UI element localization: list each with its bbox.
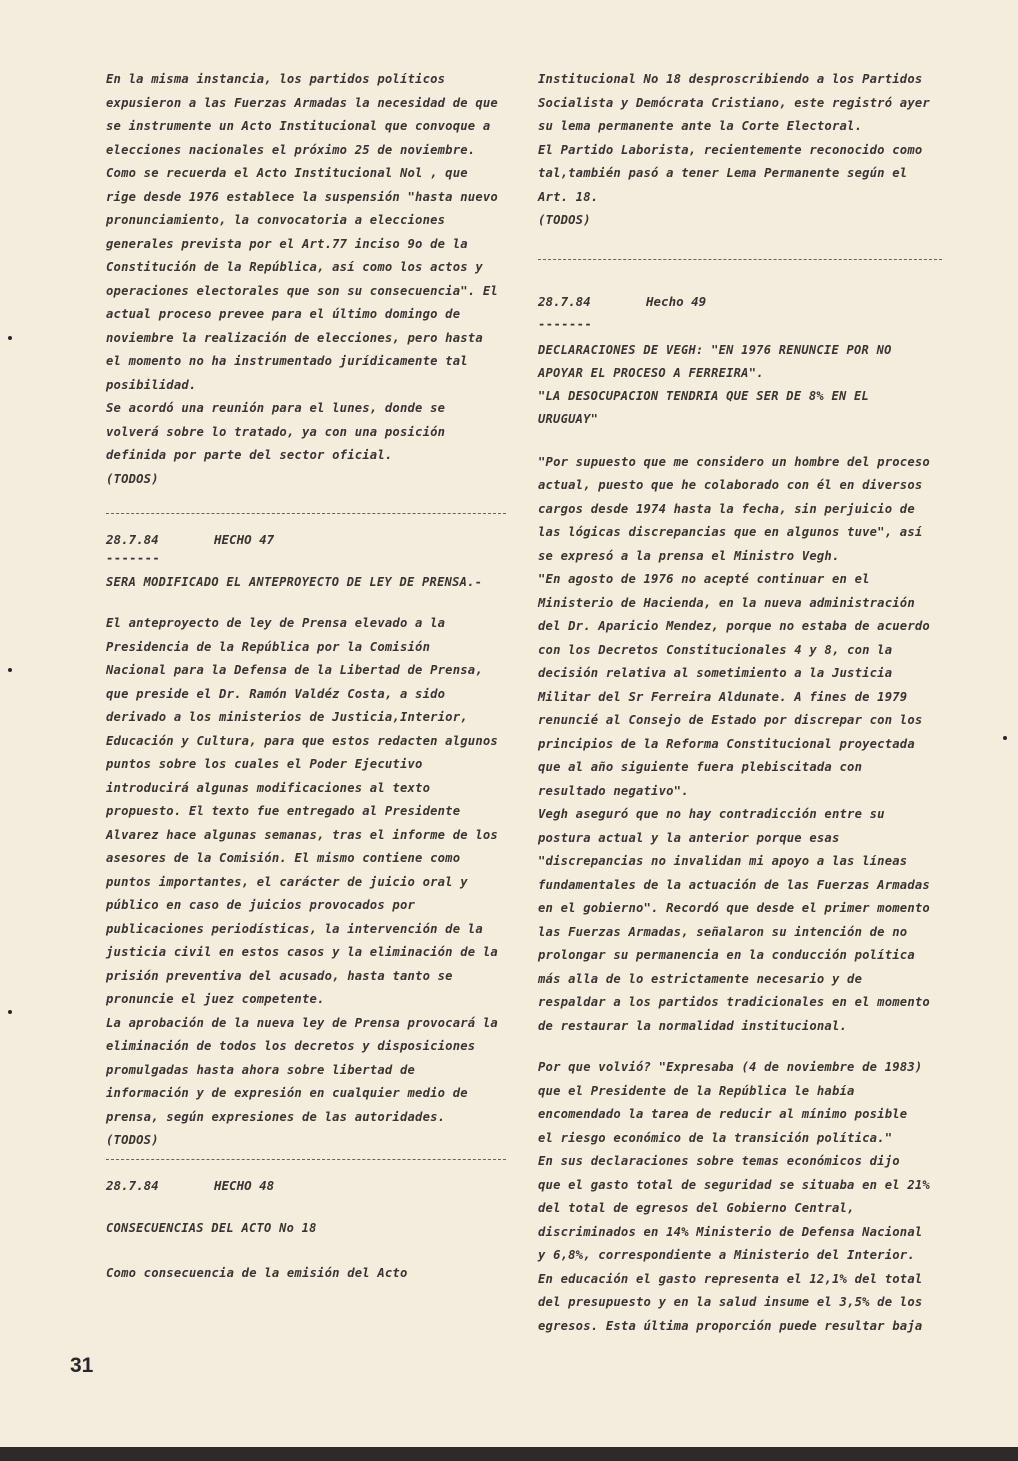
- hecho-47-label: HECHO 47: [214, 532, 275, 547]
- text-line: principios de la Reforma Constitucional proyectada: [538, 736, 915, 751]
- text-line: Vegh aseguró que no hay contradicción entre su: [538, 807, 885, 821]
- text-line: del total de egresos del Gobierno Central,: [538, 1201, 855, 1215]
- text-line: el momento no ha instrumentado jurídicamente tal: [106, 354, 468, 368]
- hecho-49-body-a: [538, 451, 942, 1039]
- text-line: propuesto. El texto fue entregado al Presidente: [106, 804, 461, 818]
- text-line: DECLARACIONES DE VEGH: "EN 1976 RENUNCIE POR NO: [538, 342, 892, 357]
- text-line: Como consecuencia de la emisión del Acto: [106, 1265, 408, 1280]
- text-line: (TODOS): [538, 213, 591, 227]
- text-line: Educación y Cultura, para que estos redacten algunos: [106, 733, 498, 748]
- text-line: prensa, según expresiones de las autoridades.: [106, 1109, 446, 1124]
- text-line: definida por parte del sector oficial.: [106, 448, 393, 462]
- text-line: Por que volvió? "Expresaba (4 de noviembre de 1983): [538, 1060, 923, 1074]
- margin-mark: [8, 336, 12, 340]
- hecho-47-date: 28.7.84: [106, 532, 159, 547]
- text-line: se instrumente un Acto Institucional que convoque a: [106, 119, 491, 133]
- text-line: promulgadas hasta ahora sobre libertad de: [106, 1062, 416, 1077]
- text-line: se expresó a la prensa el Ministro Vegh.: [538, 548, 840, 563]
- text-line: pronunciamiento, la convocatoria a elecciones: [106, 213, 446, 227]
- text-line: "Por supuesto que me considero un hombre del proceso: [538, 454, 930, 469]
- text-line: su lema permanente ante la Corte Electoral.: [538, 119, 863, 133]
- text-line: APOYAR EL PROCESO A FERREIRA".: [538, 365, 764, 380]
- text-line: Constitución de la República, así como los actos y: [106, 260, 483, 274]
- text-line: prolongar su permanencia en la conducción política: [538, 948, 915, 962]
- text-line: egresos. Esta última proporción puede resultar baja: [538, 1318, 923, 1333]
- text-line: resultado negativo".: [538, 783, 689, 798]
- hecho-49-date: 28.7.84: [538, 293, 591, 309]
- text-line: En educación el gasto representa el 12,1% del total: [538, 1271, 923, 1286]
- hecho-49-header: [538, 294, 942, 309]
- text-line: discriminados en 14% Ministerio de Defensa Nacional: [538, 1224, 923, 1239]
- text-line: pronuncie el juez competente.: [106, 992, 325, 1006]
- text-line: que el gasto total de seguridad se situaba en el 21%: [538, 1177, 930, 1192]
- text-line: justicia civil en estos casos y la eliminación de la: [106, 945, 498, 959]
- text-line: Se acordó una reunión para el lunes, donde se: [106, 401, 446, 415]
- text-line: Ministerio de Hacienda, en la nueva administración: [538, 595, 915, 610]
- margin-mark: [1003, 736, 1007, 740]
- text-line: prisión preventiva del acusado, hasta tanto se: [106, 968, 453, 983]
- text-line: en el gobierno". Recordó que desde el primer momento: [538, 901, 930, 915]
- text-line: El anteproyecto de ley de Prensa elevado a la: [106, 616, 446, 630]
- text-line: más alla de lo estrictamente necesario y de: [538, 971, 863, 986]
- text-line: URUGUAY": [538, 411, 599, 426]
- text-line: información y de expresión en cualquier medio de: [106, 1086, 468, 1100]
- text-line: "discrepancias no invalidan mi apoyo a las líneas: [538, 854, 908, 868]
- text-line: Nacional para la Defensa de la Libertad de Prensa,: [106, 663, 483, 677]
- intro-paragraph: [106, 68, 506, 491]
- text-line: puntos sobre los cuales el Poder Ejecutivo: [106, 757, 423, 771]
- text-line: asesores de la Comisión. El mismo contiene como: [106, 851, 461, 865]
- text-line: "LA DESOCUPACION TENDRIA QUE SER DE 8% EN EL: [538, 388, 870, 403]
- text-line: (TODOS): [106, 471, 159, 486]
- text-line: con los Decretos Constitucionales 4 y 8, con la: [538, 642, 893, 657]
- text-line: generales prevista por el Art.77 inciso 9o de la: [106, 236, 468, 251]
- bottom-border: [0, 1447, 1018, 1461]
- text-line: postura actual y la anterior porque esas: [538, 830, 840, 845]
- hecho-47-title: SERA MODIFICADO EL ANTEPROYECTO DE LEY DE PRENSA.-: [106, 575, 483, 589]
- text-line: fundamentales de la actuación de las Fuerzas Armadas: [538, 877, 930, 892]
- text-line: expusieron a las Fuerzas Armadas la necesidad de que: [106, 95, 498, 110]
- text-line: noviembre la realización de elecciones, pero hasta: [106, 330, 483, 345]
- text-line: (TODOS): [106, 1133, 159, 1147]
- text-line: En sus declaraciones sobre temas económicos dijo: [538, 1154, 900, 1168]
- margin-mark: [8, 1010, 12, 1014]
- text-line: tal,también pasó a tener Lema Permanente según el: [538, 166, 908, 180]
- dashed-separator: [106, 1159, 506, 1160]
- text-line: eliminación de todos los decretos y disposiciones: [106, 1039, 476, 1053]
- left-column: [106, 68, 506, 1285]
- text-line: renuncié al Consejo de Estado por discrepar con los: [538, 713, 923, 727]
- hecho-48-date: 28.7.84: [106, 1177, 159, 1193]
- text-line: Institucional No 18 desproscribiendo a los Partidos: [538, 72, 923, 86]
- text-line: elecciones nacionales el próximo 25 de noviembre.: [106, 142, 476, 157]
- text-line: Como se recuerda el Acto Institucional Nol , que: [106, 166, 468, 180]
- text-line: actual, puesto que he colaborado con él en diversos: [538, 478, 923, 492]
- hecho-47-underline: -------: [106, 551, 161, 565]
- text-line: publicaciones periodísticas, la intervención de la: [106, 921, 483, 936]
- hecho-49-body-b: [538, 1056, 942, 1338]
- text-line: encomendado la tarea de reducir al mínimo posible: [538, 1107, 908, 1121]
- hecho-49-underline: -------: [538, 316, 593, 331]
- text-line: que preside el Dr. Ramón Valdéz Costa, a sido: [106, 686, 446, 701]
- text-line: Art. 18.: [538, 189, 599, 204]
- text-line: operaciones electorales que son su consecuencia". El: [106, 283, 498, 298]
- hecho-48-header: [106, 1178, 506, 1193]
- page-number: 31: [70, 1354, 94, 1377]
- text-line: del presupuesto y en la salud insume el 3,5% de los: [538, 1295, 923, 1309]
- text-line: que el Presidente de la República le había: [538, 1083, 855, 1098]
- dashed-separator: [538, 259, 942, 260]
- text-line: las lógicas discrepancias que en algunos tuve", así: [538, 525, 923, 539]
- text-line: "En agosto de 1976 no acepté continuar en el: [538, 572, 870, 586]
- hecho-47-body: [106, 612, 506, 1153]
- right-column: [538, 68, 942, 1338]
- continuation-paragraph: [538, 68, 942, 233]
- dashed-separator: [106, 513, 506, 514]
- text-line: rige desde 1976 establece la suspensión "hasta nuevo: [106, 189, 498, 204]
- text-line: decisión relativa al sometimiento a la Justicia: [538, 666, 893, 680]
- text-line: puntos importantes, el carácter de juicio oral y: [106, 874, 468, 889]
- text-line: posibilidad.: [106, 377, 197, 392]
- text-line: que al año siguiente fuera plebiscitada con: [538, 760, 863, 774]
- hecho-47-header: [106, 532, 506, 547]
- text-line: volverá sobre lo tratado, ya con una posición: [106, 424, 446, 439]
- text-line: La aprobación de la nueva ley de Prensa provocará la: [106, 1015, 498, 1030]
- text-line: respaldar a los partidos tradicionales en el momento: [538, 995, 930, 1009]
- text-line: Presidencia de la República por la Comisión: [106, 639, 431, 654]
- margin-mark: [8, 668, 12, 672]
- hecho-49-label: Hecho 49: [646, 293, 707, 309]
- text-line: derivado a los ministerios de Justicia,Interior,: [106, 710, 468, 724]
- text-line: El Partido Laborista, recientemente reconocido como: [538, 142, 923, 157]
- text-line: Militar del Sr Ferreira Aldunate. A fines de 1979: [538, 689, 908, 704]
- text-line: Alvarez hace algunas semanas, tras el informe de los: [106, 827, 498, 842]
- text-line: En la misma instancia, los partidos políticos: [106, 72, 446, 86]
- text-line: público en caso de juicios provocados por: [106, 898, 416, 912]
- text-line: el riesgo económico de la transición política.": [538, 1130, 893, 1145]
- hecho-48-body: [106, 1262, 506, 1286]
- text-line: introducirá algunas modificaciones al texto: [106, 780, 431, 795]
- hecho-49-title: [538, 339, 942, 431]
- hecho-48-label: HECHO 48: [214, 1177, 275, 1193]
- text-line: cargos desde 1974 hasta la fecha, sin perjuicio de: [538, 501, 915, 516]
- text-line: del Dr. Aparicio Mendez, porque no estaba de acuerdo: [538, 619, 930, 633]
- hecho-48-title: CONSECUENCIAS DEL ACTO No 18: [106, 1220, 317, 1235]
- text-line: Socialista y Demócrata Cristiano, este registró ayer: [538, 95, 930, 110]
- text-line: y 6,8%, correspondiente a Ministerio del Interior.: [538, 1248, 915, 1262]
- text-line: actual proceso prevee para el último domingo de: [106, 307, 461, 321]
- text-line: de restaurar la normalidad institucional.: [538, 1018, 848, 1033]
- text-line: las Fuerzas Armadas, señalaron su intención de no: [538, 924, 908, 939]
